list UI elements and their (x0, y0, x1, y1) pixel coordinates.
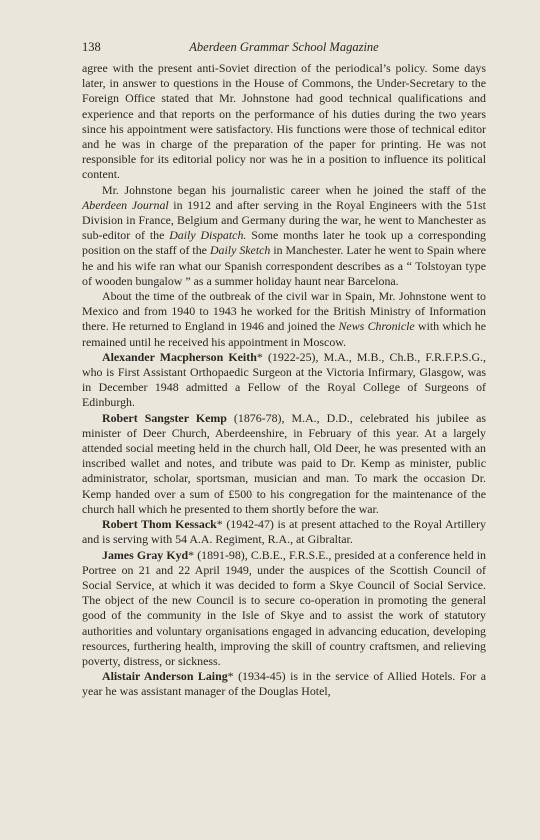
entry-laing: Alistair Anderson Laing* (1934-45) is in the service of Allied Hotels. For a year he was assistant manager of the Douglas Hotel, (82, 669, 486, 699)
paragraph-civil-war: About the time of the outbreak of the civil war in Spain, Mr. Johnstone went to Mexico and from 1940 to 1943 he worked for the British Ministry of Information there. He returned to England in 1946 and joined the News Chronicle with which he remained until he received his appointment in Moscow. (82, 289, 486, 349)
entry-name: Alexander Macpherson Keith (102, 349, 257, 364)
publication-title: Aberdeen Journal (82, 197, 169, 212)
entry-name: Alistair Anderson Laing (102, 669, 228, 684)
paragraph-soviet-policy: agree with the present anti-Soviet direction of the periodical’s policy. Some days later, in answer to questions in the House of Commons, the Under-Secretary to the Foreign Office stated that Mr. Johnstone had good technical qualifications and experience and that reports on the performance of his duties during the two years since his appointment were satisfactory. His functions were those of technical editor and he was in charge of the preparation of the paper for printing. He was not responsible for its editorial policy nor was he in a position to influence its political content. (82, 61, 486, 182)
publication-title: News Chronicle (338, 319, 415, 334)
entry-name: James Gray Kyd (102, 547, 189, 562)
entry-name: Robert Thom Kessack (102, 517, 217, 532)
entry-name: Robert Sangster Kemp (102, 410, 227, 425)
body-text (82, 61, 486, 700)
running-title: Aberdeen Grammar School Magazine (189, 40, 379, 54)
publication-title: Daily Dispatch. (169, 228, 247, 243)
entry-kemp: Robert Sangster Kemp (1876-78), M.A., D.D., celebrated his jubilee as minister of Deer Church, Aberdeenshire, in February of this year. At a largely attended social meeting held in the church hall, Old Deer, he was presented with an inscribed wallet and notes, and tribute was paid to Dr. Kemp as minister, public administrator, scholar, sportsman, musician and man. To mark the occasion Dr. Kemp handed over a sum of £500 to his congregation for the maintenance of the church hall which he presented to them shortly before the war. (82, 410, 486, 516)
page-number: 138 (82, 40, 101, 54)
entry-keith: Alexander Macpherson Keith* (1922-25), M.A., M.B., Ch.B., F.R.F.P.S.G., who is First Assistant Orthopaedic Surgeon at the Victoria Infirmary, Glasgow, was in December 1948 admitted a Fellow of the Royal College of Surgeons of Edinburgh. (82, 349, 486, 410)
publication-title: Daily Sketch (209, 243, 271, 258)
running-header (82, 40, 486, 58)
paragraph-journalistic-career: Mr. Johnstone began his journalistic career when he joined the staff of the Aberdeen Journal in 1912 and after serving in the Royal Engineers with the 51st Division in France, Belgium and Germany during the war, he went to Manchester as sub-editor of the Daily Dispatch. Some months later he took up a corresponding position on the staff of the Daily Sketch in Manchester. Later he went to Spain where he and his wife ran what our Spanish correspondent describes as a “ Tolstoyan type of wooden bungalow ” as a summer holiday haunt near Barcelona. (82, 182, 486, 288)
entry-kessack: Robert Thom Kessack* (1942-47) is at present attached to the Royal Artillery and is serving with 54 A.A. Regiment, R.A., at Gibraltar. (82, 517, 486, 547)
entry-kyd: James Gray Kyd* (1891-98), C.B.E., F.R.S.E., presided at a conference held in Portree on 21 and 22 April 1949, under the auspices of the Scottish Council of Social Service, at which it was decided to form a Skye Council of Social Service. The object of the new Council is to secure co-operation in promoting the general good of the community in the Isle of Skye and to assist the work of statutory authorities and voluntary organisations engaged in advancing education, developing resources, furthering health, improving the skill of country craftsmen, and relieving poverty, distress, or sickness. (82, 547, 486, 668)
